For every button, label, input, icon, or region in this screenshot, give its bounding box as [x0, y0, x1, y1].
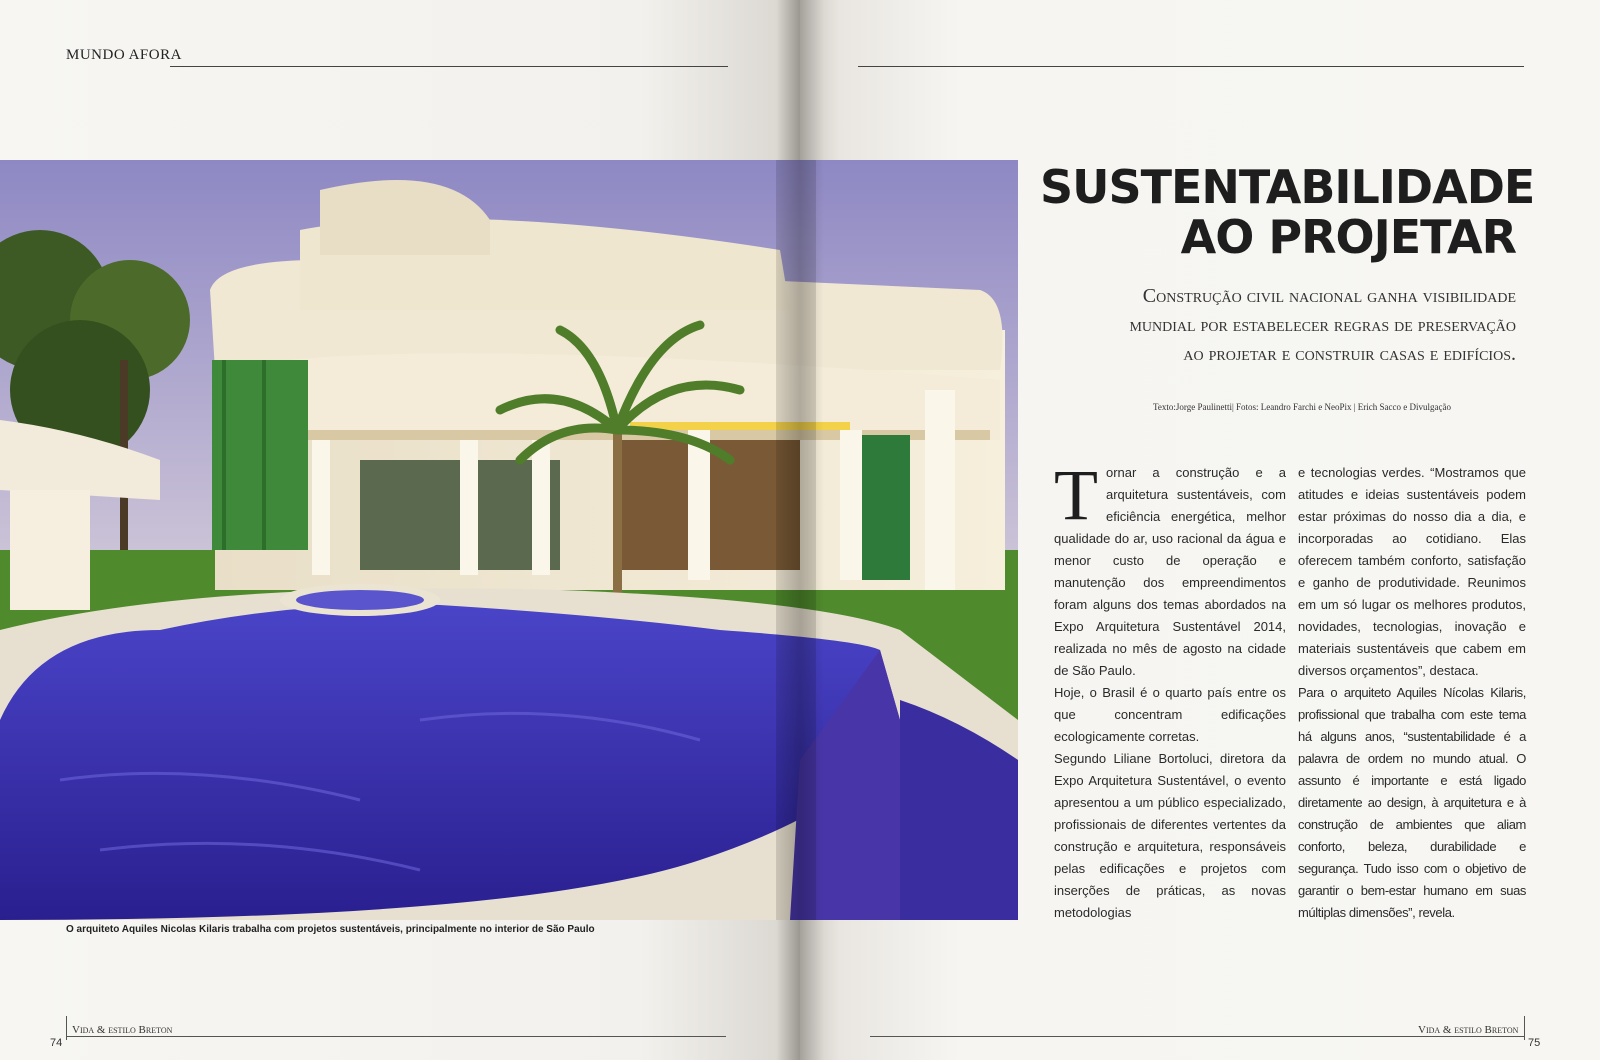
paragraph: Segundo Liliane Bortoluci, diretora da Expo Arquitetura Sustentável, o evento apresentou a um público especializado, profissionais de diferentes vertentes da construção e arquitetura, responsáveis pelas edificações e projetos com inserções de práticas, as novas metodologias: [1054, 751, 1286, 920]
body-column-2: [1298, 462, 1526, 924]
headline-line-1: SUSTENTABILIDADE: [1040, 160, 1535, 214]
section-label: MUNDO AFORA: [66, 47, 182, 63]
article-credits: Texto:Jorge Paulinetti| Fotos: Leandro Farchi e NeoPix | Erich Sacco e Divulgação: [1153, 402, 1451, 412]
drop-cap: T: [1054, 455, 1098, 535]
paragraph: ornar a construção e a arquitetura sustentáveis, com eficiência energética, melhor qualidade do ar, uso racional da água e menor custo de operação e manutenção dos empreendimentos foram alguns dos temas abordados na Expo Arquitetura Sustentável 2014, realizada no mês de agosto na cidade de São Paulo.: [1054, 465, 1286, 678]
body-column-1: [1054, 455, 1286, 924]
footer-rule-right: [870, 1036, 1524, 1037]
magazine-name-right: Vida & estilo Breton: [1418, 1024, 1519, 1036]
page-number-right: 75: [1528, 1037, 1541, 1049]
magazine-name-left: Vida & estilo Breton: [72, 1024, 173, 1036]
footer-rule-left: [66, 1036, 726, 1037]
paragraph: Para o arquiteto Aquiles Nícolas Kilaris, profissional que trabalha com este tema há alguns anos, “sustentabilidade é a palavra de ordem no mundo atual. O assunto é importante e está ligado diretamente ao design, à arquitetura e à construção de ambientes que aliam conforto, beleza, durabilidade e segurança. Tudo isso com o objetivo de garantir o bem-estar humano em suas múltiplas dimensões”, revela.: [1298, 685, 1526, 920]
paragraph: e tecnologias verdes. “Mostramos que atitudes e ideias sustentáveis podem estar próximas do nosso dia a dia, e incorporadas ao cotidiano. Elas oferecem também conforto, satisfação e ganho de produtividade. Reunimos em um só lugar os melhores produtos, novidades, tecnologias, inovação e materiais sustentáveis que cabem em diversos orçamentos”, destaca.: [1298, 465, 1526, 678]
subhead-line-1: Construção civil nacional ganha visibilidade: [1142, 285, 1516, 307]
header-rule-right: [858, 66, 1524, 67]
footer-rule-vertical-right: [1524, 1016, 1525, 1040]
article-headline: [1040, 160, 1535, 264]
page-number-left: 74: [50, 1037, 63, 1049]
gutter-shadow: [776, 0, 824, 1060]
photo-caption: O arquiteto Aquiles Nicolas Kilaris trabalha com projetos sustentáveis, principalmente no interior de São Paulo: [66, 924, 595, 935]
headline-line-2: AO PROJETAR: [1180, 210, 1516, 264]
paragraph: Hoje, o Brasil é o quarto país entre os que concentram edificações ecologicamente corretas.: [1054, 685, 1286, 744]
subhead-line-3: ao projetar e construir casas e edifícios.: [1183, 343, 1516, 365]
article-subhead: [1030, 282, 1516, 369]
header-rule-left: [170, 66, 728, 67]
house-pool-photo: [0, 160, 1018, 920]
subhead-line-2: mundial por estabelecer regras de preservação: [1129, 314, 1516, 336]
